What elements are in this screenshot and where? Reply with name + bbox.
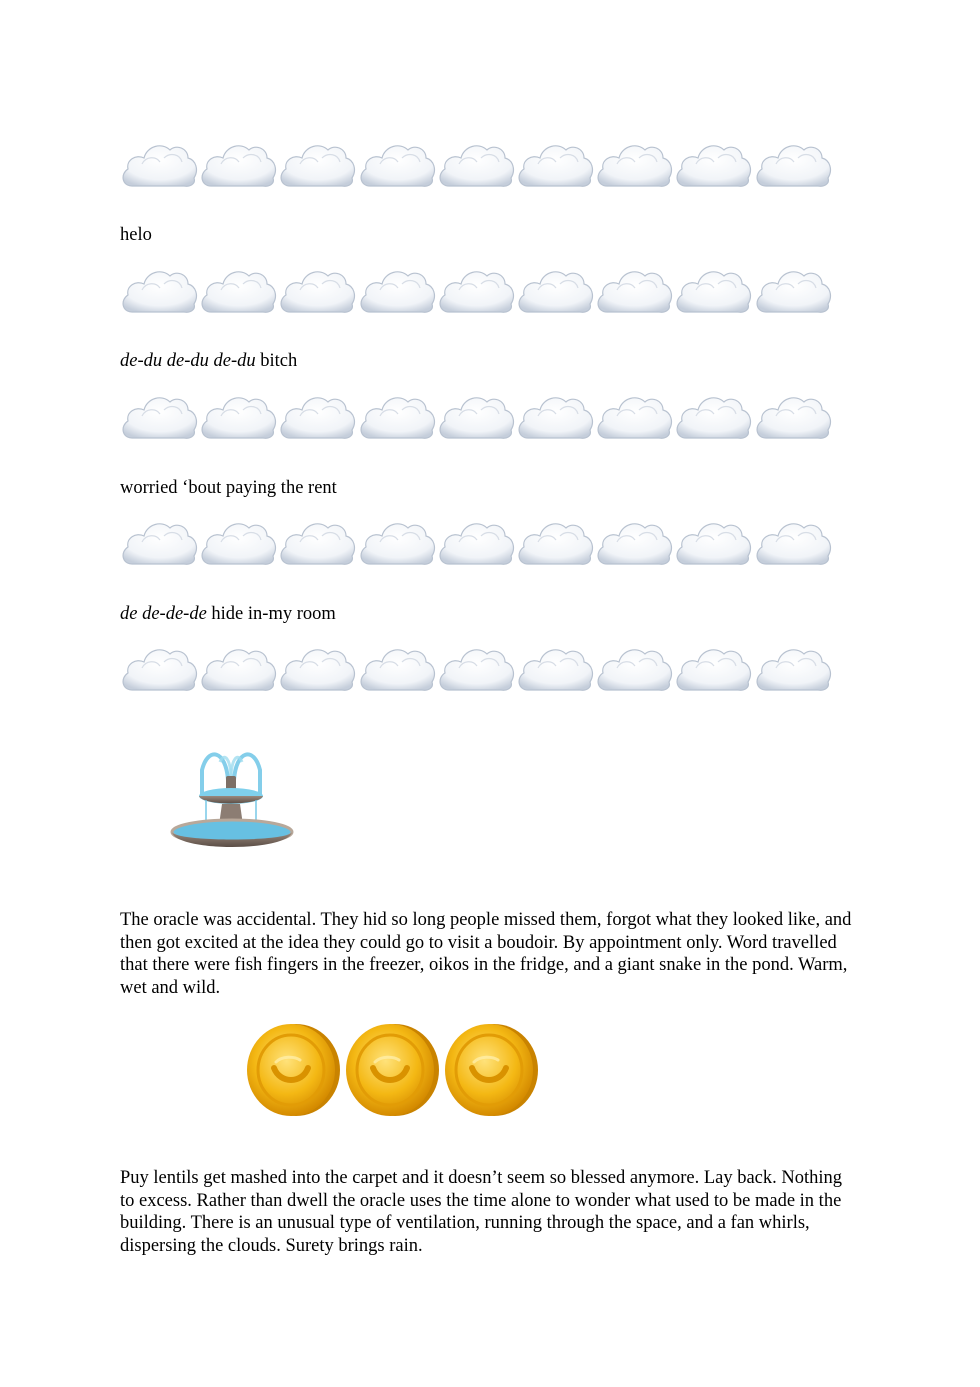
cloud-icon — [358, 262, 436, 318]
cloud-icon — [120, 388, 198, 444]
cloud-icon — [199, 640, 277, 696]
cloud-icon — [437, 262, 515, 318]
cloud-icon — [199, 388, 277, 444]
cloud-icon — [358, 514, 436, 570]
cloud-row-3 — [120, 388, 840, 444]
cloud-icon — [278, 514, 356, 570]
cloud-icon — [754, 388, 832, 444]
cloud-icon — [595, 262, 673, 318]
cloud-icon — [199, 262, 277, 318]
cloud-icon — [674, 640, 752, 696]
cloud-icon — [595, 514, 673, 570]
line-worried: worried ‘bout paying the rent — [120, 478, 337, 498]
cloud-icon — [516, 514, 594, 570]
cloud-icon — [516, 388, 594, 444]
line-de-du-italic: de-du de-du de-du — [120, 351, 256, 371]
cloud-icon — [754, 136, 832, 192]
cloud-icon — [120, 514, 198, 570]
coin-icon — [244, 1020, 342, 1120]
cloud-icon — [516, 262, 594, 318]
cloud-icon — [278, 262, 356, 318]
cloud-icon — [516, 136, 594, 192]
cloud-icon — [595, 388, 673, 444]
cloud-icon — [754, 262, 832, 318]
coin-icon — [343, 1020, 441, 1120]
cloud-icon — [120, 262, 198, 318]
cloud-icon — [358, 640, 436, 696]
cloud-icon — [278, 136, 356, 192]
line-de-de-plain: hide in-my room — [206, 604, 336, 624]
cloud-icon — [278, 640, 356, 696]
coin-icon — [442, 1020, 540, 1120]
fountain-icon — [168, 740, 296, 856]
cloud-icon — [674, 136, 752, 192]
line-de-de — [120, 603, 336, 625]
cloud-row-1 — [120, 136, 840, 192]
cloud-icon — [437, 136, 515, 192]
cloud-icon — [437, 514, 515, 570]
line-de-de-italic: de de-de-de — [120, 604, 207, 624]
cloud-icon — [674, 514, 752, 570]
cloud-icon — [754, 514, 832, 570]
cloud-icon — [358, 388, 436, 444]
cloud-row-5 — [120, 640, 840, 696]
cloud-icon — [674, 388, 752, 444]
paragraph-oracle: The oracle was accidental. They hid so long people missed them, forgot what they looked like, and then got excited at the idea they could go to visit a boudoir. By appointment only. Word travelled that there were fish fingers in the freezer, oikos in the fridge, and a giant snake in the pond. Warm, wet and wild. — [120, 910, 852, 998]
cloud-icon — [358, 136, 436, 192]
cloud-icon — [437, 388, 515, 444]
cloud-icon — [120, 640, 198, 696]
line-de-du — [120, 350, 297, 372]
cloud-icon — [516, 640, 594, 696]
cloud-icon — [199, 514, 277, 570]
cloud-icon — [674, 262, 752, 318]
cloud-icon — [199, 136, 277, 192]
cloud-row-2 — [120, 262, 840, 318]
cloud-icon — [278, 388, 356, 444]
cloud-icon — [595, 136, 673, 192]
cloud-row-4 — [120, 514, 840, 570]
cloud-icon — [595, 640, 673, 696]
paragraph-lentils: Puy lentils get mashed into the carpet and it doesn’t seem so blessed anymore. Lay back. Nothing to excess. Rather than dwell the oracle uses the time alone to wonder what used to be made in the building. There is an unusual type of ventilation, running through the space, and a fan whirls, dispersing the clouds. Surety brings rain. — [120, 1168, 843, 1256]
line-helo: helo — [120, 225, 152, 245]
coins-row — [244, 1020, 544, 1124]
cloud-icon — [120, 136, 198, 192]
line-de-du-plain: bitch — [255, 351, 298, 371]
cloud-icon — [754, 640, 832, 696]
cloud-icon — [437, 640, 515, 696]
